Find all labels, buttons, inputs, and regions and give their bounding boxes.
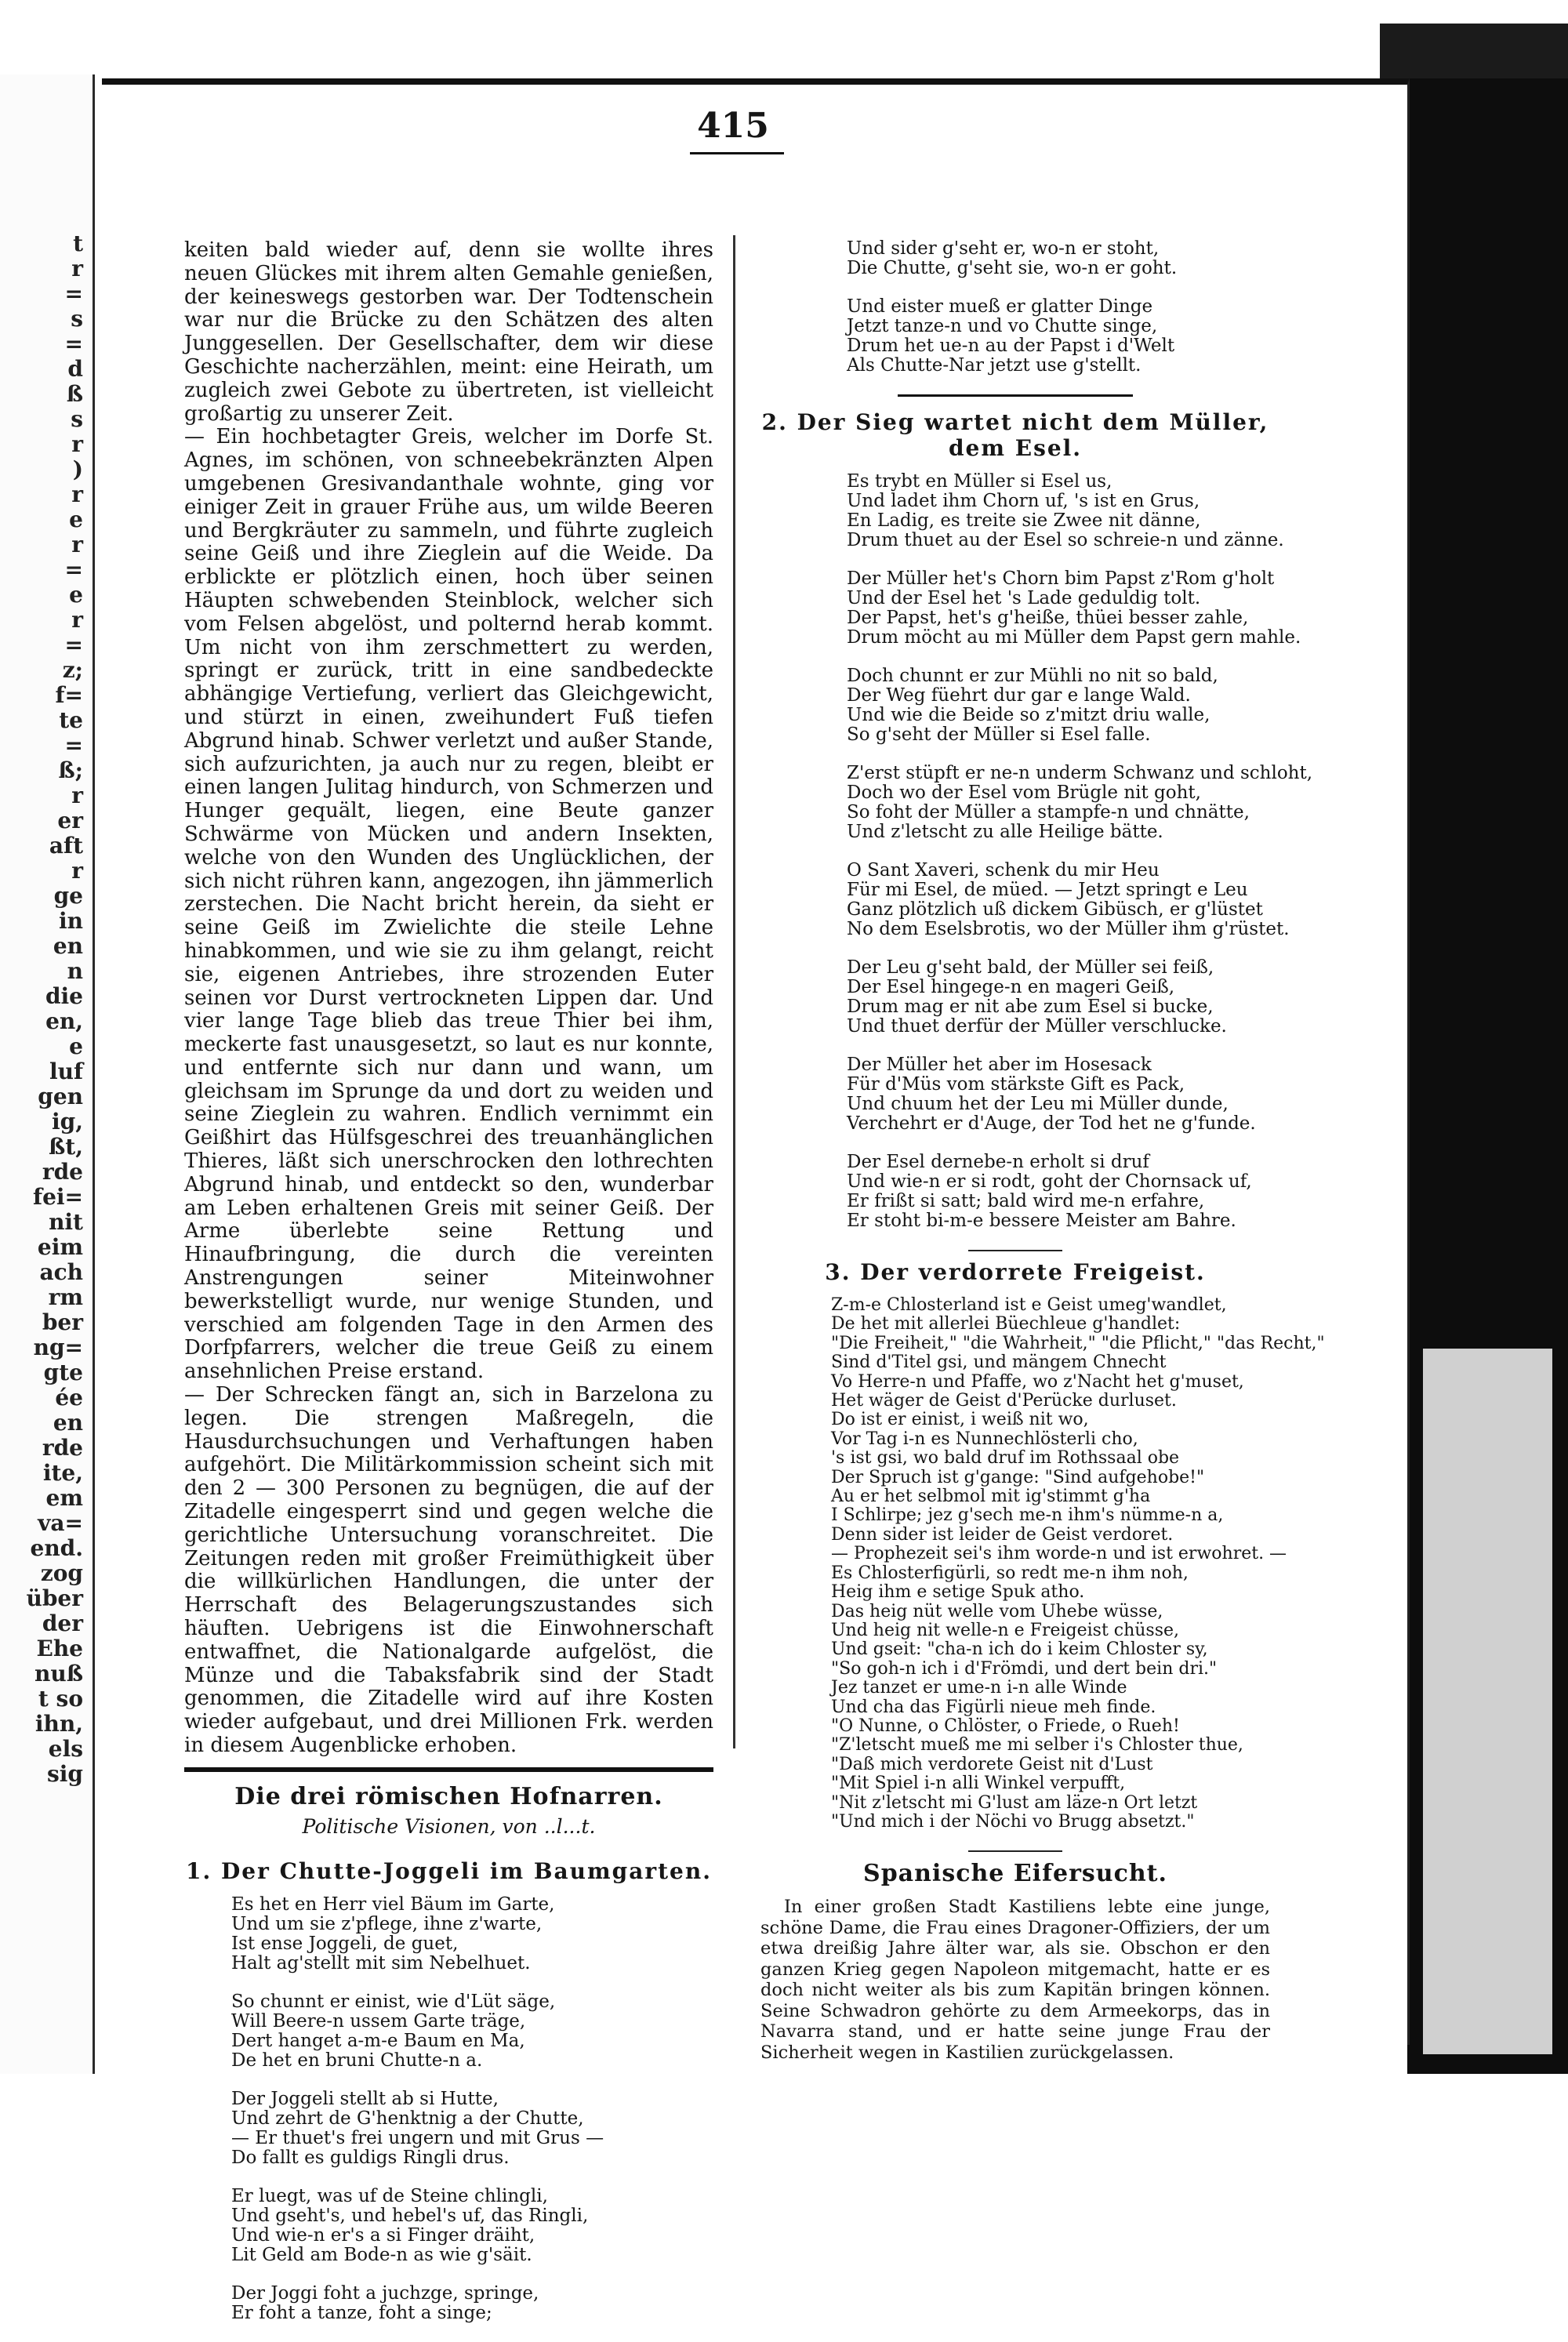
verse-line: Die Chutte, g'seht sie, wo-n er goht. (847, 258, 1178, 278)
verse-line: "Die Freiheit," "die Wahrheit," "die Pflicht," "das Recht," (831, 1333, 1325, 1353)
margin-fragment: sig (47, 1761, 83, 1787)
poem1-body (184, 1895, 713, 2323)
paragraph-continuation: keiten bald wieder auf, denn sie wollte ihres neuen Glückes mit ihrem alten Gemahle genießen, der keineswegs gestorben war. Der Todtenschein war nur die Brücke zu den Schätzen des alten Junggesellen. Der Gesellschafter, dem wir diese Geschichte nacherzählen, meint: eine Heirath, um zugleich zwei Gebote zu übertreten, ist vielleicht großartig zu unserer Zeit. (184, 238, 713, 426)
margin-fragment: er (57, 808, 83, 833)
margin-fragment: r (71, 431, 83, 457)
verse-line: Der Spruch ist g'gange: "Sind aufgehobe!" (831, 1467, 1205, 1487)
verse-line: Will Beere-n ussem Garte träge, (231, 2010, 526, 2032)
verse-line: — Er thuet's frei ungern und mit Grus — (231, 2127, 604, 2148)
verse-line: Für d'Müs vom stärkste Gift es Pack, (847, 1074, 1185, 1095)
margin-fragment: en, (45, 1008, 83, 1034)
margin-fragment: te (59, 707, 83, 733)
paragraph-barcelona: — Der Schrecken fängt an, sich in Barzelona zu legen. Die strengen Maßregeln, die Hausdurchsuchungen und Verhaftungen haben aufgehört. Die Militärkommission scheint sich mit den 2 — 300 Personen zu begnügen, die auf der Zitadelle eingesperrt sind und gegen welche die gerichtliche Untersuchung voranschreitet. Die Zeitungen reden mit großer Freimüthigkeit über die willkürlichen Handlungen, die unter der Herrschaft des Belagerungszustandes sich häuften. Uebrigens ist die Einwohnerschaft entwaffnet, die Nationalgarde aufgelöst, die Münze und die Tabaksfabrik sind der Stadt genommen, die Zitadelle wird auf ihre Kosten wieder aufgebaut, und drei Millionen Frk. werden in diesem Augenblicke erhoben. (184, 1383, 713, 1757)
verse-line: Und sider g'seht er, wo-n er stoht, (847, 238, 1160, 259)
verse-line: Het wäger de Geist d'Perücke durluset. (831, 1391, 1177, 1411)
story-title: Spanische Eifersucht. (863, 1860, 1167, 1888)
margin-fragment: n (67, 958, 83, 984)
verse-line: Für mi Esel, de müed. — Jetzt springt e Leu (847, 880, 1248, 900)
verse-line: Und gseht's, und hebel's uf, das Ringli, (231, 2205, 589, 2226)
margin-fragment: r (71, 607, 83, 633)
verse-line: Doch wo der Esel vom Brügle nit goht, (847, 782, 1201, 803)
verse-line: Es het en Herr viel Bäum im Garte, (231, 1894, 555, 1915)
verse-line: Und eister mueß er glatter Dinge (847, 296, 1153, 317)
verse-line: So g'seht der Müller si Esel falle. (847, 724, 1151, 745)
verse-line: — Prophezeit sei's ihm worde-n und ist erwohret. — (831, 1544, 1287, 1564)
stanza (847, 568, 1301, 648)
stanza (231, 2090, 713, 2168)
margin-fragment: r (71, 481, 83, 507)
margin-fragment: ihn, (34, 1711, 83, 1737)
verse-line: Ganz plötzlich uß dickem Gibüsch, er g'lüstet (847, 899, 1263, 920)
verse-line: Vo Herre-n und Pfaffe, wo z'Nacht het g'muset, (831, 1371, 1244, 1392)
scan-right-border (1407, 78, 1568, 2074)
stanza (231, 2187, 713, 2265)
verse-line: Der Weg füehrt dur gar e lange Wald. (847, 685, 1191, 706)
previous-page-edge (0, 74, 95, 2074)
margin-fragment: t (73, 231, 83, 256)
margin-fragment: Ehe (36, 1636, 83, 1661)
stanza (847, 958, 1270, 1037)
verse-line: 's ist gsi, wo bald druf im Rothssaal obe (831, 1448, 1180, 1469)
margin-fragment: ach (39, 1259, 83, 1285)
margin-fragment: luf (49, 1058, 83, 1084)
margin-fragment: gen (38, 1084, 83, 1109)
margin-fragment: rde (42, 1159, 83, 1185)
column-separator (733, 235, 735, 1748)
verse-line: "Nit z'letscht mi G'lust am läze-n Ort letzt (831, 1792, 1198, 1813)
margin-fragment: ng= (33, 1334, 83, 1360)
right-column (760, 238, 1325, 2063)
margin-fragment: die (45, 983, 83, 1009)
verse-line: Lit Geld am Bode-n as wie g'säit. (231, 2244, 532, 2265)
verse-line: Es Chlosterfigürli, so redt me-n ihm noh, (831, 1563, 1189, 1583)
verse-line: Do fallt es guldigs Ringli drus. (231, 2147, 510, 2168)
verse-line: Dert hanget a-m-e Baum en Ma, (231, 2030, 525, 2051)
margin-fragment: = (64, 331, 83, 357)
left-prose (184, 239, 713, 1758)
verse-line: De het mit allerlei Büechleue g'handlet: (831, 1314, 1181, 1334)
verse-line: "Mit Spiel i-n alli Winkel verpufft, (831, 1774, 1126, 1794)
section-title: Die drei römischen Hofnarren. (234, 1782, 663, 1810)
margin-fragment: e (69, 582, 83, 608)
margin-fragment: en (53, 933, 83, 959)
margin-fragment: = (64, 281, 83, 307)
verse-line: "So goh-n ich i d'Frömdi, und dert bein dri." (831, 1658, 1218, 1679)
verse-line: Heig ihm e setige Spuk atho. (831, 1582, 1085, 1603)
verse-line: Er luegt, was uf de Steine chlingli, (231, 2185, 548, 2206)
verse-line: Doch chunnt er zur Mühli no nit so bald, (847, 666, 1218, 686)
poem-rule (968, 1250, 1062, 1251)
verse-line: "Daß mich verdorete Geist nit d'Lust (831, 1754, 1153, 1774)
margin-fragment: ) (72, 456, 83, 482)
margin-fragment: va= (38, 1510, 83, 1536)
stanza (847, 471, 1284, 550)
scan-paper-grain (1423, 1349, 1552, 2054)
poem2-title: 2. Der Sieg wartet nicht dem Müller, dem Esel. (761, 409, 1269, 461)
margin-fragment: fei= (33, 1184, 83, 1210)
verse-line: Drum thuet au der Esel so schreie-n und zänne. (847, 530, 1284, 550)
page-number-rule (690, 152, 784, 154)
margin-fragment: r (71, 858, 83, 884)
margin-fragment: in (59, 908, 83, 934)
margin-fragment: ber (42, 1309, 83, 1335)
verse-line: So foht der Müller a stampfe-n und chnätte, (847, 802, 1250, 822)
verse-line: Jetzt tanze-n und vo Chutte singe, (847, 316, 1158, 336)
verse-line: Und thuet derfür der Müller verschlucke. (847, 1016, 1227, 1037)
verse-line: I Schlirpe; jez g'sech me-n ihm's nümme-n a, (831, 1505, 1224, 1526)
margin-fragment: r (71, 782, 83, 808)
margin-fragment: r (71, 256, 83, 281)
stanza (847, 1055, 1270, 1134)
previous-page-fragments (2, 231, 88, 1787)
margin-fragment: = (64, 732, 83, 758)
verse-line: Und cha das Figürli nieue meh finde. (831, 1697, 1156, 1717)
margin-fragment: en (53, 1410, 83, 1436)
margin-fragment: rde (42, 1435, 83, 1461)
left-column (184, 239, 713, 2342)
stanza (847, 239, 1270, 278)
margin-fragment: gte (43, 1360, 83, 1385)
verse-line: Der Joggi foht a juchzge, springe, (231, 2282, 539, 2304)
verse-line: Und um sie z'pflege, ihne z'warte, (231, 1913, 543, 1934)
verse-line: Und zehrt de G'henktnig a der Chutte, (231, 2108, 584, 2129)
verse-line: Und wie-n er si rodt, goht der Chornsack uf, (847, 1171, 1252, 1192)
verse-line: Z-m-e Chlosterland ist e Geist umeg'wandlet, (831, 1295, 1227, 1315)
margin-fragment: = (64, 557, 83, 583)
verse-line: Der Müller het aber im Hosesack (847, 1055, 1152, 1075)
verse-line: Der Joggeli stellt ab si Hutte, (231, 2088, 499, 2109)
stanza (231, 1992, 713, 2071)
stanza (847, 860, 1290, 939)
margin-fragment: zog (40, 1560, 83, 1586)
verse-line: Jez tanzet er ume-n i-n alle Winde (831, 1678, 1127, 1698)
verse-line: "O Nunne, o Chlöster, o Friede, o Rueh! (831, 1716, 1180, 1736)
verse-line: Vor Tag i-n es Nunnechlösterli cho, (831, 1429, 1138, 1449)
verse-line: "Und mich i der Nöchi vo Brugg absetzt." (831, 1811, 1195, 1832)
section-subtitle: Politische Visionen, von ..l...t. (302, 1814, 596, 1838)
margin-fragment: ge (53, 883, 83, 909)
margin-fragment: s (71, 406, 83, 432)
margin-fragment: nuß (34, 1661, 83, 1687)
margin-fragment: s (71, 306, 83, 332)
poem-rule (968, 1850, 1062, 1852)
verse-line: Der Esel hingege-n en mageri Geiß, (847, 977, 1175, 997)
poem1-continuation (760, 239, 1270, 376)
stanza (231, 1895, 713, 1973)
verse-line: Er foht a tanze, foht a singe; (231, 2302, 492, 2323)
margin-fragment: z; (62, 657, 83, 683)
margin-fragment: em (45, 1485, 83, 1511)
verse-line: Und heig nit welle-n e Freigeist chüsse, (831, 1620, 1180, 1640)
margin-fragment: ite, (42, 1460, 83, 1486)
story-paragraph: In einer großen Stadt Kastiliens lebte eine junge, schöne Dame, die Frau eines Dragoner-Offiziers, der um etwa dreißig Jahre älter war, als sie. Obschon er den ganzen Krieg gegen Napoleon mitgemacht, hatte er es doch nicht weiter als bis zum Kapitän bringen können. Seine Schwadron gehörte zu dem Armeekorps, das in Navarra stand, und er hatte seine junge Frau der Sicherheit wegen in Kastilien zurückgelassen. (760, 1897, 1270, 2063)
margin-fragment: e (69, 507, 83, 532)
margin-fragment: t so (38, 1686, 83, 1712)
poem1-title: 1. Der Chutte-Joggeli im Baumgarten. (186, 1857, 712, 1884)
verse-line: Er frißt si satt; bald wird me-n erfahre, (847, 1191, 1205, 1211)
verse-line: Au er het selbmol mit ig'stimmt g'ha (831, 1487, 1151, 1507)
stanza (847, 1153, 1270, 1231)
verse-line: Und gseit: "cha-n ich do i keim Chloster sy, (831, 1639, 1208, 1660)
verse-line: Sind d'Titel gsi, und mängem Chnecht (831, 1353, 1167, 1373)
verse-line: Als Chutte-Nar jetzt use g'stellt. (847, 355, 1142, 376)
margin-fragment: ée (55, 1385, 83, 1411)
verse-line: Das heig nüt welle vom Uhebe wüsse, (831, 1601, 1163, 1621)
story-body (760, 1897, 1270, 2063)
margin-fragment: ßt, (49, 1134, 83, 1160)
stanza (231, 2284, 713, 2323)
margin-fragment: aft (49, 833, 83, 859)
verse-line: Er stoht bi-m-e bessere Meister am Bahre. (847, 1211, 1236, 1231)
scan-top-band (0, 0, 1568, 74)
verse-line: "Z'letscht mueß me mi selber i's Chloster thue, (831, 1735, 1243, 1756)
verse-line: Z'erst stüpft er ne-n underm Schwanz und schloht, (847, 763, 1313, 783)
verse-line: Und der Esel het 's Lade geduldig tolt. (847, 588, 1201, 608)
margin-fragment: f= (55, 682, 83, 708)
section-rule (184, 1767, 713, 1772)
verse-line: Drum mag er nit abe zum Esel si bucke, (847, 997, 1214, 1017)
verse-line: Der Müller het's Chorn bim Papst z'Rom g'holt (847, 568, 1275, 589)
verse-line: Und chuum het der Leu mi Müller dunde, (847, 1094, 1229, 1114)
margin-fragment: eim (37, 1234, 83, 1260)
verse-line: So chunnt er einist, wie d'Lüt säge, (231, 1991, 556, 2012)
verse-line: No dem Eselsbrotis, wo der Müller ihm g'rüstet. (847, 919, 1290, 939)
margin-fragment: d (67, 356, 83, 382)
margin-fragment: els (48, 1736, 83, 1762)
margin-fragment: ß; (58, 757, 83, 783)
verse-line: Es trybt en Müller si Esel us, (847, 471, 1112, 492)
margin-fragment: rm (48, 1284, 83, 1310)
stanza (847, 666, 1270, 745)
verse-line: Und ladet ihm Chorn uf, 's ist en Grus, (847, 491, 1200, 511)
poem-rule (898, 394, 1133, 397)
poem2-body (760, 471, 1313, 1231)
margin-fragment: e (69, 1033, 83, 1059)
verse-line: Und z'letscht zu alle Heilige bätte. (847, 822, 1163, 842)
page-number: 415 (697, 106, 769, 146)
paragraph-goat-story: — Ein hochbetagter Greis, welcher im Dorfe St. Agnes, im schönen, von schneebekränzten Alpen umgebenen Gresivandanthale wohnte, ging vor einiger Zeit in grauer Frühe aus, um wilde Beeren und Bergkräuter zu sammeln, und führte zugleich seine Geiß und ihre Zieglein auf die Weide. Da erblickte er plötzlich einen, hoch über seinen Häupten schwebenden Steinblock, welcher sich vom Felsen abgelöst, und polternd herab kommt. Um nicht von ihm zerschmettert zu werden, springt er zurück, tritt in eine sandbedeckte abhängige Vertiefung, verliert das Gleichgewicht, und stürzt in einen, zweihundert Fuß tiefen Abgrund hinab. Schwer verletzt und außer Stande, sich aufzurichten, ja auch nur zu regen, bleibt er einen langen Julitag hindurch, von Schmerzen und Hunger gequält, liegen, eine Beute ganzer Schwärme von Mücken und andern Insekten, welche von den Wunden des Unglücklichen, der sich nicht rühren kann, angezogen, ihn jämmerlich zerstechen. Die Nacht bricht herein, da sieht er seine Geiß im Zwielichte die steile Lehne hinabkommen, und wie sie zu ihm gelangt, reicht sie, eigenen Antriebes, ihre strozenden Euter seinen vor Durst vertrockneten Lippen dar. Und vier lange Tage blieb das treue Thier bei ihm, meckerte fast unausgesetzt, so laut es nur konnte, und entfernte sich nur dann und wann, um gleichsam im Sprunge da und dort zu weiden und seine Zieglein zu wahren. Endlich vernimmt ein Geißhirt das Hülfsgeschrei des treuanhänglichen Thieres, läßt sich unerschrocken den lothrechten Abgrund hinab, und entdeckt so den, wunderbar am Leben erhaltenen Greis mit seiner Geiß. Der Arme überlebte seine Rettung und Hinaufbringung, die durch die vereinten Anstrengungen seiner Miteinwohner bewerkstelligt wurde, nur wenige Stunden, und verschied am folgenden Tage in den Armen des Dorfpfarrers, welcher die treue Geiß zu einem ansehnlichen Preise erstand. (184, 425, 713, 1384)
poem3-title: 3. Der verdorrete Freigeist. (825, 1259, 1206, 1285)
margin-fragment: ß (66, 381, 83, 407)
verse-line: Ist ense Joggeli, de guet, (231, 1933, 459, 1954)
margin-fragment: der (42, 1610, 83, 1636)
verse-line: O Sant Xaveri, schenk du mir Heu (847, 860, 1160, 881)
poem3-body (831, 1295, 1325, 1832)
verse-line: Halt ag'stellt mit sim Nebelhuet. (231, 1952, 531, 1973)
verse-line: Do ist er einist, i weiß nit wo, (831, 1410, 1089, 1430)
stanza (847, 297, 1270, 376)
verse-line: Und wie-n er's a si Finger dräiht, (231, 2224, 535, 2246)
stanza (847, 763, 1313, 842)
margin-fragment: über (26, 1585, 83, 1611)
verse-line: Drum het ue-n au der Papst i d'Welt (847, 336, 1175, 356)
verse-line: De het en bruni Chutte-n a. (231, 2050, 483, 2071)
verse-line: Und wie die Beide so z'mitzt driu walle, (847, 705, 1210, 725)
verse-line: Drum möcht au mi Müller dem Papst gern mahle. (847, 627, 1301, 648)
margin-fragment: = (64, 632, 83, 658)
verse-line: Der Esel dernebe-n erholt si druf (847, 1152, 1149, 1172)
margin-fragment: r (71, 532, 83, 557)
verse-line: Verchehrt er d'Auge, der Tod het ne g'funde. (847, 1113, 1256, 1134)
verse-line: Der Leu g'seht bald, der Müller sei feiß, (847, 957, 1214, 978)
verse-line: Der Papst, het's g'heiße, thüei besser zahle, (847, 608, 1249, 628)
margin-fragment: end. (30, 1535, 83, 1561)
margin-fragment: ig, (52, 1109, 83, 1135)
verse-line: Denn sider ist leider de Geist verdoret. (831, 1524, 1174, 1545)
margin-fragment: nit (49, 1209, 83, 1235)
verse-line: En Ladig, es treite sie Zwee nit dänne, (847, 510, 1201, 531)
